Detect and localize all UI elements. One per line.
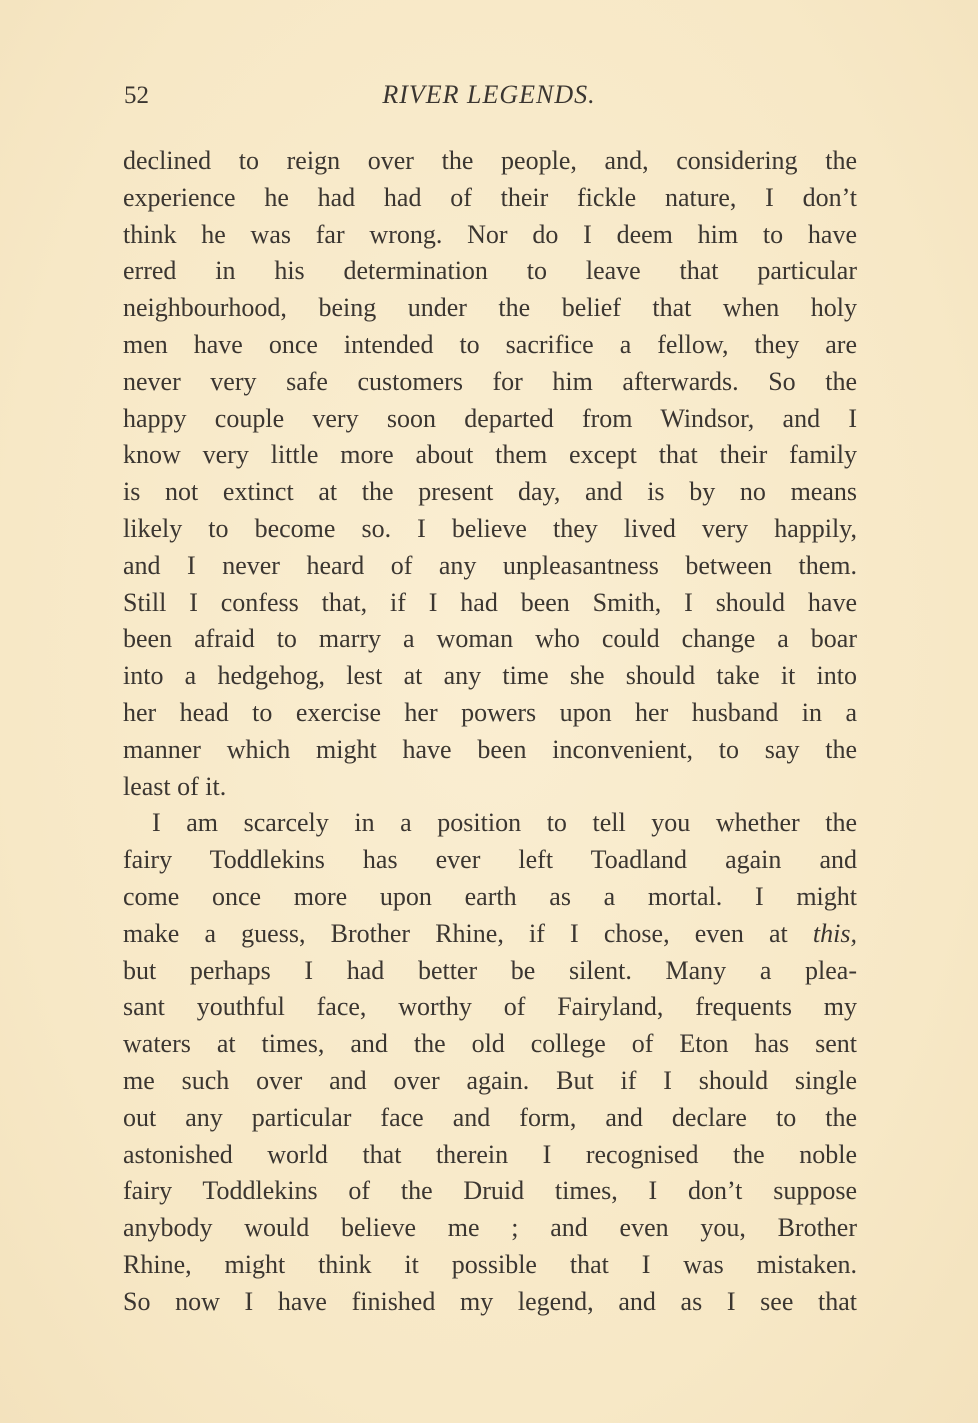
- text-line: but perhaps I had better be silent. Many a plea-: [123, 955, 857, 985]
- text-line: and I never heard of any unpleasantness between them.: [123, 550, 857, 580]
- text-line: is not extinct at the present day, and is by no means: [123, 477, 857, 507]
- text-line: think he was far wrong. Nor do I deem him to have: [123, 219, 857, 249]
- text-line: experience he had had of their fickle nature, I don’t: [123, 182, 857, 212]
- text-line: sant youthful face, worthy of Fairyland, frequents my: [123, 992, 857, 1022]
- text-line: waters at times, and the old college of Eton has sent: [123, 1029, 857, 1059]
- text-line: anybody would believe me ; and even you, Brother: [123, 1213, 857, 1243]
- text-line: Rhine, might think it possible that I was mistaken.: [123, 1249, 857, 1279]
- text-line: never very safe customers for him afterwards. So the: [123, 366, 857, 396]
- paragraph: [123, 143, 857, 805]
- text-line: declined to reign over the people, and, considering the: [123, 146, 857, 175]
- text-line: men have once intended to sacrifice a fellow, they are: [123, 329, 857, 359]
- text-line: Still I confess that, if I had been Smith, I should have: [123, 587, 857, 617]
- text-line: been afraid to marry a woman who could change a boar: [123, 624, 857, 654]
- paragraph: [123, 805, 857, 1320]
- text-line: come once more upon earth as a mortal. I might: [123, 881, 857, 911]
- text-line: know very little more about them except that their family: [123, 440, 857, 470]
- text-line: [123, 916, 857, 953]
- running-title: RIVER LEGENDS.: [382, 80, 596, 109]
- text-line: erred in his determination to leave that particular: [123, 256, 857, 286]
- text-line: likely to become so. I believe they lived very happily,: [123, 513, 857, 543]
- text-line: fairy Toddlekins has ever left Toadland again and: [123, 845, 857, 875]
- text-line: fairy Toddlekins of the Druid times, I don’t suppose: [123, 1176, 857, 1206]
- text-line: into a hedgehog, lest at any time she should take it into: [123, 661, 857, 691]
- text-segment: make a guess, Brother Rhine, if I chose, even at: [123, 918, 813, 948]
- text-line: her head to exercise her powers upon her husband in a: [123, 697, 857, 727]
- text-line: neighbourhood, being under the belief that when holy: [123, 293, 857, 323]
- text-line: least of it.: [123, 771, 227, 801]
- italic-text: this,: [812, 918, 857, 948]
- text-line: me such over and over again. But if I should single: [123, 1065, 857, 1095]
- text-line: manner which might have been inconvenient, to say the: [123, 734, 857, 764]
- body-text: [123, 143, 857, 1321]
- text-line: I am scarcely in a position to tell you whether the: [152, 808, 857, 838]
- text-line: happy couple very soon departed from Windsor, and I: [123, 403, 857, 433]
- text-line: So now I have finished my legend, and as I see that: [123, 1286, 857, 1316]
- text-line: out any particular face and form, and declare to the: [123, 1102, 857, 1132]
- text-line: astonished world that therein I recognised the noble: [123, 1139, 857, 1169]
- page-number: 52: [124, 82, 149, 109]
